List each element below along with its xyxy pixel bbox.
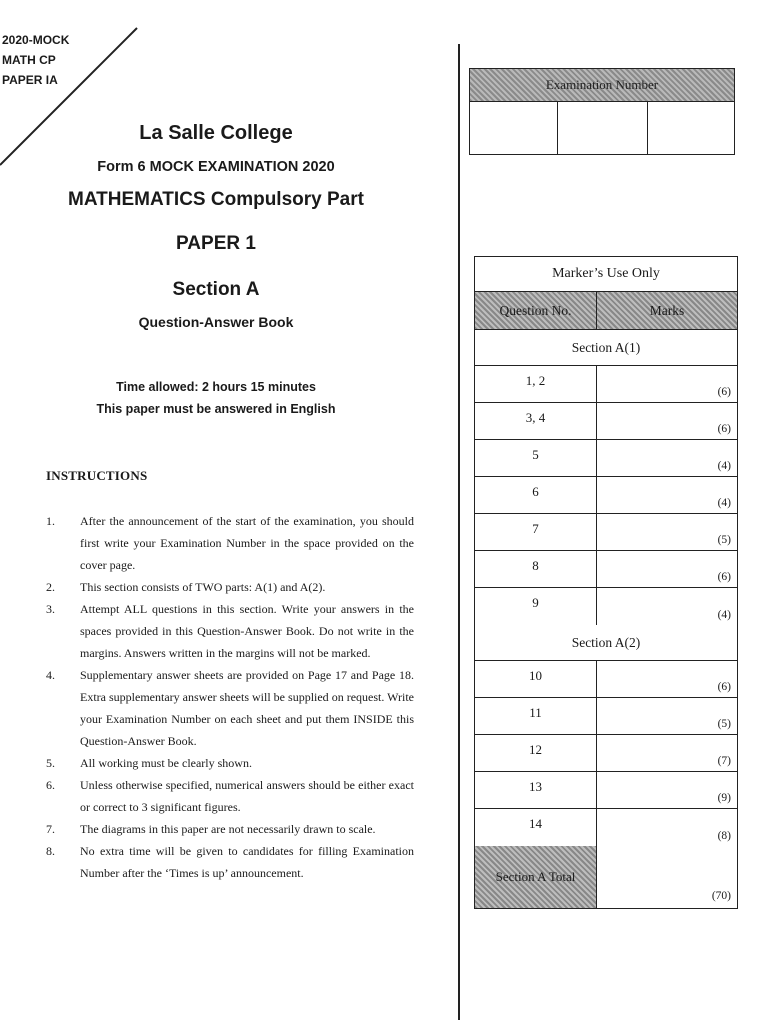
- marks-header: Marks: [649, 302, 685, 318]
- instruction-item: [46, 576, 414, 598]
- marks-cell[interactable]: [597, 403, 737, 439]
- question-number: 7: [475, 514, 597, 550]
- instruction-number: 4.: [46, 668, 55, 682]
- max-marks: (4): [717, 609, 731, 621]
- marker-row: [475, 661, 737, 698]
- marker-row: [475, 772, 737, 809]
- instruction-text: After the announcement of the start of the examination, you should first write your Examination Number in the space provided on the cover page.: [80, 514, 414, 572]
- marks-cell[interactable]: [597, 661, 737, 697]
- marks-cell[interactable]: [597, 588, 737, 625]
- marks-cell[interactable]: [597, 698, 737, 734]
- instruction-number: 6.: [46, 778, 55, 792]
- instruction-text: All working must be clearly shown.: [80, 756, 252, 770]
- marker-table: [474, 256, 738, 909]
- exam-number-cell-3[interactable]: [648, 102, 734, 154]
- question-no-header: Question No.: [475, 292, 597, 329]
- instruction-text: Unless otherwise specified, numerical answers should be either exact or correct to 3 significant figures.: [80, 778, 414, 814]
- instruction-number: 2.: [46, 580, 55, 594]
- examination-number-box: [469, 68, 735, 155]
- question-number: 10: [475, 661, 597, 697]
- instruction-number: 8.: [46, 844, 55, 858]
- max-marks: (7): [717, 755, 731, 767]
- instruction-item: [46, 840, 414, 884]
- question-number: 1, 2: [475, 366, 597, 402]
- corner-line-2: MATH CP: [2, 53, 56, 67]
- marker-row: [475, 698, 737, 735]
- instruction-item: [46, 510, 414, 576]
- section-total-row: [475, 846, 737, 908]
- marker-row: [475, 403, 737, 440]
- subject-title: MATHEMATICS Compulsory Part: [68, 189, 364, 210]
- question-number: 6: [475, 477, 597, 513]
- question-number: 13: [475, 772, 597, 808]
- marker-row: [475, 588, 737, 625]
- marker-row: [475, 440, 737, 477]
- marks-cell[interactable]: [597, 514, 737, 550]
- question-number: 3, 4: [475, 403, 597, 439]
- max-marks: (5): [717, 718, 731, 730]
- max-marks: (6): [717, 681, 731, 693]
- corner-label: [2, 30, 69, 90]
- marks-cell[interactable]: [597, 440, 737, 476]
- instruction-text: No extra time will be given to candidates for filling Examination Number after the ‘Times is up’ announcement.: [80, 844, 414, 880]
- marks-cell[interactable]: [597, 735, 737, 771]
- question-number: 12: [475, 735, 597, 771]
- instruction-item: [46, 818, 414, 840]
- corner-line-3: PAPER IA: [2, 73, 58, 87]
- marks-cell[interactable]: [597, 366, 737, 402]
- max-marks: (8): [717, 830, 731, 842]
- question-number: 5: [475, 440, 597, 476]
- instruction-text: Supplementary answer sheets are provided on Page 17 and Page 18. Extra supplementary answer sheets will be supplied on request. Write your Examination Number on each sheet and put them INSIDE this Question-Answer Book.: [80, 668, 414, 748]
- marker-row: [475, 551, 737, 588]
- paper-title: PAPER 1: [176, 233, 256, 254]
- max-marks: (5): [717, 534, 731, 546]
- max-marks: (9): [717, 792, 731, 804]
- instruction-number: 7.: [46, 822, 55, 836]
- instruction-number: 1.: [46, 514, 55, 528]
- instruction-number: 5.: [46, 756, 55, 770]
- exam-number-cell-2[interactable]: [558, 102, 648, 154]
- instruction-item: [46, 774, 414, 818]
- max-marks: (6): [717, 386, 731, 398]
- max-marks: (4): [717, 460, 731, 472]
- section-title: Section A: [172, 279, 260, 300]
- question-number: 8: [475, 551, 597, 587]
- section-total-label: Section A Total: [475, 846, 597, 908]
- exam-number-cell-1[interactable]: [470, 102, 558, 154]
- marker-row: [475, 735, 737, 772]
- section-a2-header: Section A(2): [475, 625, 737, 661]
- max-marks: (6): [717, 571, 731, 583]
- time-allowed: Time allowed: 2 hours 15 minutes: [116, 380, 316, 394]
- instructions-list: [46, 510, 414, 884]
- section-a1-header: Section A(1): [475, 330, 737, 366]
- marker-title: Marker’s Use Only: [475, 257, 737, 292]
- corner-line-1: 2020-MOCK: [2, 33, 70, 47]
- instruction-number: 3.: [46, 602, 55, 616]
- page-divider: [458, 44, 460, 1020]
- marker-row: [475, 477, 737, 514]
- book-title: Question-Answer Book: [138, 314, 294, 330]
- instruction-item: [46, 598, 414, 664]
- section-total-marks: (70): [711, 890, 731, 902]
- examination-number-label: Examination Number: [470, 69, 734, 102]
- marker-row: [475, 809, 737, 846]
- question-number: 11: [475, 698, 597, 734]
- instruction-item: [46, 664, 414, 752]
- question-number: 9: [475, 588, 597, 625]
- max-marks: (4): [717, 497, 731, 509]
- language-note: This paper must be answered in English: [96, 402, 336, 416]
- marks-cell[interactable]: [597, 551, 737, 587]
- max-marks: (6): [717, 423, 731, 435]
- marks-cell[interactable]: [597, 477, 737, 513]
- section-total-cell[interactable]: [597, 846, 737, 908]
- marker-row: [475, 514, 737, 551]
- instruction-text: Attempt ALL questions in this section. Write your answers in the spaces provided in this Question-Answer Book. Do not write in the margins. Answers written in the margins will not be marked.: [80, 602, 414, 660]
- instruction-item: [46, 752, 414, 774]
- exam-title: Form 6 MOCK EXAMINATION 2020: [97, 159, 335, 175]
- instruction-text: This section consists of TWO parts: A(1) and A(2).: [80, 580, 326, 594]
- college-name: La Salle College: [139, 122, 293, 144]
- marks-cell[interactable]: [597, 772, 737, 808]
- instructions-heading: INSTRUCTIONS: [46, 468, 148, 483]
- question-number: 14: [475, 809, 597, 846]
- marks-cell[interactable]: [597, 809, 737, 846]
- marker-header-row: [475, 292, 737, 330]
- marker-row: [475, 366, 737, 403]
- instruction-text: The diagrams in this paper are not necessarily drawn to scale.: [80, 822, 376, 836]
